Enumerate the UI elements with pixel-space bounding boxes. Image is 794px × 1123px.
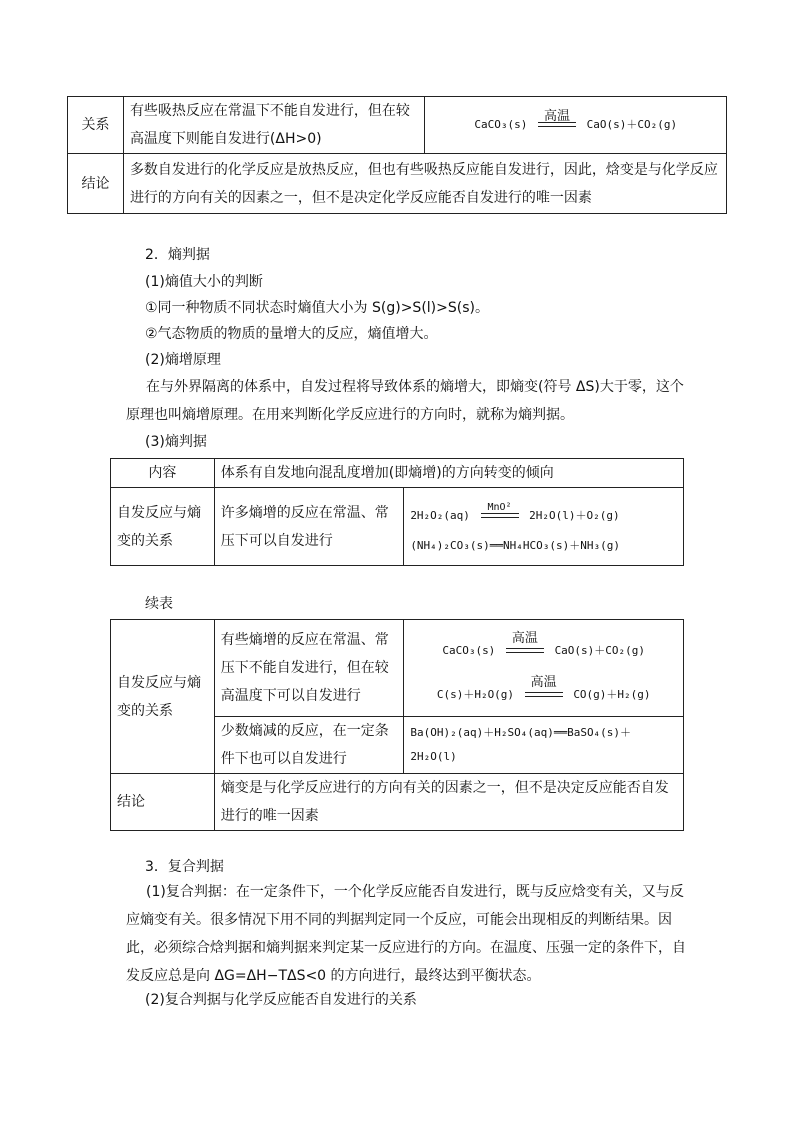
section-title: 2．熵判据 [145, 247, 210, 263]
eq-right: CO(g)＋H₂(g) [573, 688, 651, 701]
cell-label: 自发反应与熵变的关系 [111, 620, 215, 774]
equilibrium-arrow [506, 631, 544, 657]
equation [425, 97, 727, 154]
subheading: (3)熵判据 [145, 434, 207, 450]
section-title: 3．复合判据 [145, 859, 224, 875]
top-table [67, 96, 727, 214]
eq-right: CaO(s)＋CO₂(g) [586, 118, 678, 131]
equilibrium-arrow [538, 109, 576, 131]
cell-label: 自发反应与熵变的关系 [111, 488, 215, 566]
subheading: (2)熵增原理 [145, 352, 221, 368]
continue-label: 续表 [145, 596, 173, 612]
paragraph: 在与外界隔离的体系中，自发过程将导致体系的熵增大，即熵变(符号 ΔS)大于零，这个原理也叫熵增原理。在用来判断化学反应进行的方向时，就称为熵判据。 [126, 379, 684, 423]
paragraph: (1)复合判据：在一定条件下，一个化学反应能否自发进行，既与反应焓变有关，又与反应熵变有关。很多情况下用不同的判据判定同一个反应，可能会出现相反的判断结果。因此，必须综合焓判据和熵判据来判定某一反应进行的方向。在温度、压强一定的条件下，自发反应总是向 ΔG=ΔH−TΔS<0 的方向进行，最终达到平衡状态。 [126, 884, 686, 984]
cell-text: 体系有自发地向混乱度增加(即熵增)的方向转变的倾向 [214, 459, 683, 488]
eq-condition: 高温 [530, 675, 557, 690]
eq-left: CaCO₃(s) [442, 644, 496, 657]
cell-label: 结论 [111, 774, 215, 831]
equation: (NH₄)₂CO₃(s)══NH₄HCO₃(s)＋NH₃(g) [410, 538, 620, 552]
entropy-table-continued [110, 619, 684, 831]
cell-text: 许多熵增的反应在常温、常压下可以自发进行 [214, 488, 404, 566]
cell-label: 内容 [111, 459, 215, 488]
cell-text: 有些熵增的反应在常温、常压下不能自发进行，但在较高温度下可以自发进行 [214, 620, 404, 717]
list-item: ①同一种物质不同状态时熵值大小为 S(g)>S(l)>S(s)。 [145, 300, 489, 316]
cell-label: 结论 [68, 154, 124, 214]
eq-left: CaCO₃(s) [474, 118, 528, 131]
entropy-table [110, 458, 684, 566]
eq-right: CaO(s)＋CO₂(g) [554, 644, 646, 657]
cell-label: 关系 [68, 97, 124, 154]
cell-text: 有些吸热反应在常温下不能自发进行，但在较高温度下则能自发进行(ΔH>0) [123, 97, 425, 154]
eq-condition: 高温 [543, 109, 570, 124]
eq-condition: 高温 [511, 631, 538, 646]
subheading: (2)复合判据与化学反应能否自发进行的关系 [145, 992, 417, 1008]
list-item: ②气态物质的物质的量增大的反应，熵值增大。 [145, 326, 438, 342]
equation: Ba(OH)₂(aq)＋H₂SO₄(aq)══BaSO₄(s)＋2H₂O(l) [404, 717, 684, 774]
equation-cell [404, 488, 684, 566]
equilibrium-arrow [525, 675, 563, 701]
equation-cell [404, 620, 684, 717]
cell-text: 少数熵减的反应，在一定条件下也可以自发进行 [214, 717, 404, 774]
eq-left: 2H₂O₂(aq) [410, 508, 470, 522]
cell-text: 熵变是与化学反应进行的方向有关的因素之一，但不是决定反应能否自发进行的唯一因素 [214, 774, 683, 831]
equilibrium-arrow [481, 501, 519, 522]
eq-right: 2H₂O(l)＋O₂(g) [529, 508, 620, 522]
eq-condition: MnO² [487, 501, 512, 513]
cell-text: 多数自发进行的化学反应是放热反应，但也有些吸热反应能自发进行，因此，焓变是与化学反应进行的方向有关的因素之一，但不是决定化学反应能否自发进行的唯一因素 [123, 154, 726, 214]
subheading: (1)熵值大小的判断 [145, 274, 263, 290]
eq-left: C(s)＋H₂O(g) [436, 688, 515, 701]
